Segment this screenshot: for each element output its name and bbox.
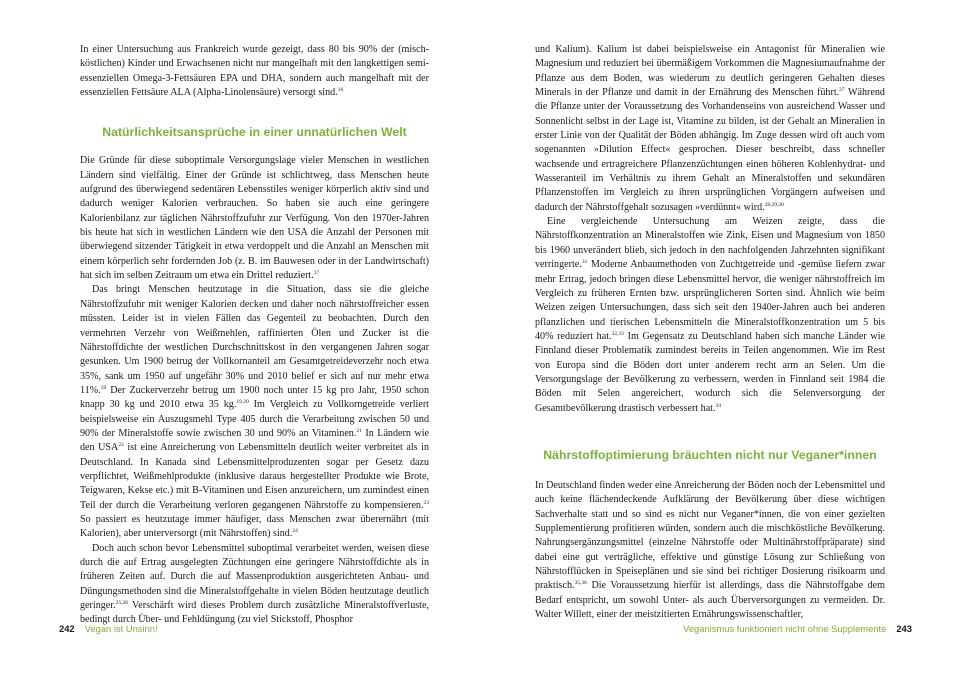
footnote-ref: 32,33 (611, 330, 624, 337)
body-paragraph: Die Gründe für diese suboptimale Versorgungslage vieler Menschen in westlichen Ländern sind vielfältig. Einer der Gründe ist schlichtweg, dass Menschen heute aufgrund des überwiegend sedentären Lebensstiles weniger körperlich aktiv sind und dadurch weniger Kalorien verbrauchen. So haben sie auch eine geringere Kalorienbilanz zur täglichen Nährstoffzufuhr zur Verfügung. Von den 1970er-Jahren bis heute hat sich in westlichen Ländern wie den USA die Anzahl der Personen mit überwiegend sitzender Tätigkeit in etwa verdoppelt und die Anzahl an Menschen mit einem körperlich sehr fordernden Job (z. B. im Bauwesen oder in der Landwirtschaft) hat sich im selben Zeitraum um etwa ein Drittel reduziert.$^{17}$ (80, 155, 429, 282)
footnote-ref: 25,26 (115, 600, 128, 607)
page-footer (59, 623, 158, 634)
footnote-ref: 31 (581, 259, 588, 266)
footnote-ref: 34 (715, 402, 722, 409)
footnote-ref: 23 (423, 499, 429, 506)
intro-paragraph: In einer Untersuchung aus Frankreich wurde gezeigt, dass 80 bis 90% der (misch-köstlichen) Kinder und Erwachsenen nicht nur mangelhaft mit den langkettigen semi-essenziellen Omega-3-Fettsäuren EPA und DHA, sondern auch mangelhaft mit der essenziellen Fettsäure ALA (Alpha-Linolensäure) versorgt sind.$^{16}$ (80, 44, 429, 99)
body-paragraph: Das bringt Menschen heutzutage in die Situation, dass sie die gleiche Nährstoffzufuhr mit weniger Kalorien decken und daher noch nährstoffreicher essen müssten. Leider ist in vielen Fällen das Gegenteil zu beobachten. Durch den vermehrten Verzehr von Weißmehlen, raffinierten Ölen und Zucker ist die Nährstoffdichte der westlichen Durchschnittskost in den vergangenen Jahren sogar gesunken. Um 1900 betrug der Vollkornanteil am Gesamtgetreideverzehr noch etwa 35%, sank um 1950 auf ungefähr 30% und 2010 belief er sich auf nur mehr etwa 11%.$^{18}$ Der Zuckerverzehr betrug um 1900 noch unter 15 kg pro Jahr, 1950 schon knapp 30 kg und 2010 etwa 35 kg.$^{19,20}$ Im Vergleich zu Vollkorngetreide verliert beispielsweise ein Auszugsmehl Type 405 durch die Verarbeitung zwischen 50 und 90% der Mineralstoffe sowie zwischen 30 und 90% an Vitaminen.$^{21}$ In Ländern wie den USA$^{22}$ ist eine Anreicherung von Lebensmitteln deutlich weiter verbreitet als in Deutschland. In Kanada sind Lebensmittelproduzenten sogar per Gesetz dazu verpflichtet, Weißmehlprodukte (inklusive daraus hergestellter Produkte wie Brote, Teigwaren, Kekse etc.) mit B-Vitaminen und Eisen anzureichern, um zumindest einen Teil der durch die Verarbeitung verloren gegangenen Nährstoffe zu kompensieren.$^{23}$ So passiert es heutzutage immer häufiger, dass Menschen zwar überernährt (mit Kalorien), aber unterversorgt (mit Nährstoffen) sind.$^{24}$ (80, 284, 429, 540)
right-page (482, 0, 964, 680)
footnote-ref: 18 (100, 384, 107, 391)
footnote-ref: 22 (118, 442, 124, 449)
page-number: 243 (896, 623, 912, 634)
body-paragraph: Doch auch schon bevor Lebensmittel suboptimal verarbeitet werden, weisen diese durch die auf Ertrag ausgelegten Züchtungen eine geringere Nährstoffdichte als in früheren Zeiten auf. Durch die auf Massenproduktion ausgerichteten Anbau- und Düngungsmethoden sind die Mineralstoffgehalte in vielen Böden heutzutage deutlich geringer.$^{25,26}$ Verschärft wird dieses Problem durch zusätzliche Mineralstoffverluste, bedingt durch Über- und Fehldüngung (zu viel Stickstoff, Phosphor (80, 542, 429, 626)
running-title: Vegan ist Unsinn! (84, 623, 158, 634)
running-title: Veganismus funktioniert nicht ohne Supplemente (683, 623, 887, 634)
footnote-ref: 16 (337, 87, 344, 94)
footnote-ref: 24 (292, 528, 298, 535)
footnote-ref: 27 (839, 87, 845, 94)
footnote-ref: 35,36 (574, 580, 587, 587)
page-number: 242 (59, 623, 75, 634)
section-heading: Nährstoffoptimierung bräuchten nicht nur Veganer*innen (543, 447, 877, 462)
body-paragraph: Eine vergleichende Untersuchung am Weizen zeigte, dass die Nährstoffkonzentration an Mineralstoffen wie Zink, Eisen und Magnesium von 1850 bis 1960 unverändert blieb, sich jedoch in den nachfolgenden Jahrzehnten signifikant verringerte.$^{31}$ Moderne Anbaumethoden von Zuchtgetreide und -gemüse liefern zwar mehr Ertrag, jedoch bringen diese Lebensmittel hervor, die weniger nährstoffreich im Vergleich zu früheren Ernten bzw. ursprünglicheren Sorten sind. Ähnlich wie beim Weizen zeigen Untersuchungen, dass sich seit den 1940er-Jahren auch bei anderen pflanzlichen und tierischen Lebensmitteln die Mineralstoffkonzentration um 5 bis 40% reduziert hat.$^{32,33}$ Im Gegensatz zu Deutschland haben sich manche Länder wie Finnland dieser Problematik zumindest bereits in Teilen angenommen. Wie im Rest von Europa sind die Böden dort unter anderem recht arm an Selen. Um die Versorgungslage der Bevölkerung zu verbessern, werden in Finnland seit 1984 die Böden mit Selen angereichert, wodurch sich die Selenversorgung der Gesamtbevölkerung drastisch verbessert hat.$^{34}$ (535, 216, 885, 414)
right-text-column (535, 43, 885, 622)
footnote-ref: 17 (313, 270, 320, 277)
footnote-ref: 21 (356, 427, 362, 434)
section-heading: Natürlichkeitsansprüche in einer unnatürlichen Welt (102, 125, 407, 140)
footnote-ref: 19,20 (236, 399, 249, 406)
page-footer (683, 623, 912, 634)
body-paragraph: In Deutschland finden weder eine Anreicherung der Böden noch der Lebensmittel und auch keine flächendeckende Aufklärung der Bevölkerung über diese wichtigen Sachverhalte statt und so sind es nicht nur Veganer*innen, die von einer gezielten Supplementierung profitieren würden, sondern auch die mischköstliche Bevölkerung. Nahrungsergänzungsmittel (einzelne Nährstoffe oder Multinährstoffpräparate) sind dabei eine gut verträgliche, effektive und günstige Lösung zur Schließung von Nährstofflücken in Speiseplänen und sie sind bei richtiger Dosierung risikoarm und praktisch.$^{35,36}$ Die Voraussetzung hierfür ist allerdings, dass die Nährstoffgabe dem Bedarf entspricht, um sowohl Unter- als auch Überversorgungen zu vermeiden. Dr. Walter Willett, einer der meistzitierten Ernährungswissenschaftler, (535, 479, 885, 621)
footnote-ref: 28,29,30 (764, 201, 784, 208)
left-text-column (80, 43, 429, 628)
body-paragraph: und Kalium). Kalium ist dabei beispielsweise ein Antagonist für Mineralien wie Magnesium und reduziert bei übermäßigem Vorkommen die Magnesiumaufnahme der Pflanze aus dem Boden, was wiederum zu deutlich geringeren Gehalten dieses Minerals in der Pflanze und damit in der Ernährung des Menschen führt.$^{27}$ Während die Pflanze unter der Voraussetzung des Vorhandenseins von ausreichend Wasser und Sonnenlicht selbst in der Lage ist, Vitamine zu bilden, ist der Gehalt an Mineralien in erster Linie von der Qualität der Böden abhängig. Im Zuge dessen wird oft auch vom sogenannten »Dilution Effect« gesprochen. Dieser beschreibt, dass schneller wachsende und ertragreichere Pflanzenzüchtungen einen höheren Kohlenhydrat- und Wasseranteil im Verhältnis zu ihrem Gehalt an Mineralstoffen und sekundären Pflanzenstoffen im Vergleich zu ihren ursprünglichen Vorgängern aufweisen und dadurch der Nährstoffgehalt sozusagen »verdünnt« wird.$^{28,29,30}$ (535, 44, 885, 213)
